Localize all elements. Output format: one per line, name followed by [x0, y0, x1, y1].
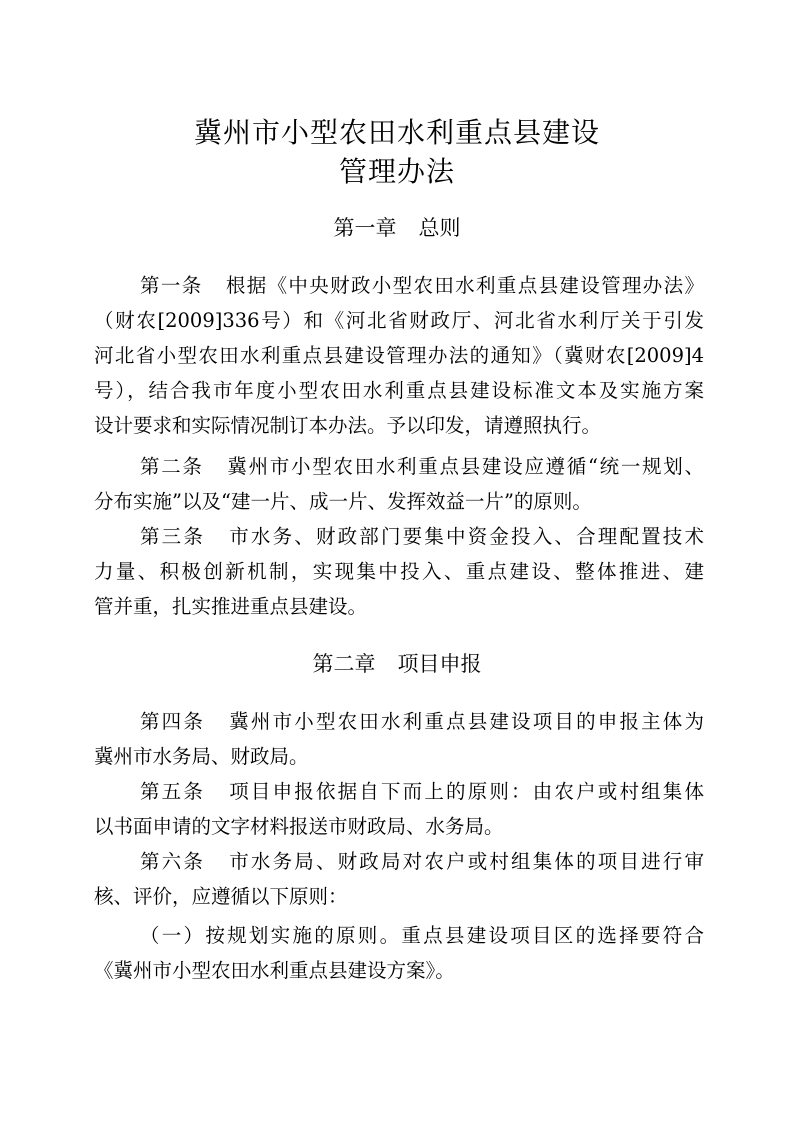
document-title-line-1: 冀州市小型农田水利重点县建设: [193, 116, 600, 149]
article-3-line-2: 力量、积极创新机制，实现集中投入、重点建设、整体推进、建: [94, 560, 704, 583]
article-6-label: 第六条: [140, 850, 206, 873]
article-5-line-2: 以书面申请的文字材料报送市财政局、水务局。: [94, 815, 504, 838]
article-4-label: 第四条: [140, 710, 206, 733]
article-1-line-4: 号），结合我市年度小型农田水利重点县建设标准文本及实施方案: [94, 379, 704, 402]
chapter-1-number: 第一章: [333, 216, 397, 240]
article-4-line-1: 第四条 冀州市小型农田水利重点县建设项目的申报主体为: [140, 710, 704, 733]
article-4-line-2: 冀州市水务局、财政局。: [94, 745, 309, 768]
article-1-line-2: （财农[2009]336号）和《河北省财政厅、河北省水利厅关于引发: [94, 309, 704, 332]
chapter-1-heading: [0, 214, 794, 242]
document-title-line-2: 管理办法: [338, 155, 455, 188]
article-3-line-1: 第三条 市水务、财政部门要集中资金投入、合理配置技术: [140, 525, 704, 548]
article-2-line-1: 第二条 冀州市小型农田水利重点县建设应遵循“统一规划、: [140, 455, 704, 478]
article-6-line-1: 第六条 市水务局、财政局对农户或村组集体的项目进行审: [140, 850, 704, 873]
chapter-2-heading: [0, 650, 794, 678]
article-1-label: 第一条: [140, 274, 203, 297]
article-3-line-3: 管并重，扎实推进重点县建设。: [94, 595, 368, 618]
article-1-line-1: 第一条 根据《中央财政小型农田水利重点县建设管理办法》: [140, 274, 704, 297]
chapter-2-name: 项目申报: [397, 652, 482, 676]
article-2-label: 第二条: [140, 455, 204, 478]
article-5-label: 第五条: [140, 780, 206, 803]
article-3-label: 第三条: [140, 525, 206, 548]
chapter-2-number: 第二章: [312, 652, 376, 676]
article-2-line-2: 分布实施”以及“建一片、成一片、发挥效益一片”的原则。: [94, 490, 592, 513]
article-6-line-2: 核、评价，应遵循以下原则：: [94, 885, 348, 908]
article-1-line-3: 河北省小型农田水利重点县建设管理办法的通知》（冀财农[2009]4: [94, 344, 704, 367]
chapter-1-name: 总则: [418, 216, 461, 240]
item-1-line-2: 《冀州市小型农田水利重点县建设方案》。: [94, 959, 455, 982]
article-5-line-1: 第五条 项目申报依据自下而上的原则：由农户或村组集体: [140, 780, 704, 803]
article-1-line-5: 设计要求和实际情况制订本办法。予以印发，请遵照执行。: [94, 414, 602, 437]
item-1-line-1: （一）按规划实施的原则。重点县建设项目区的选择要符合: [140, 924, 704, 947]
